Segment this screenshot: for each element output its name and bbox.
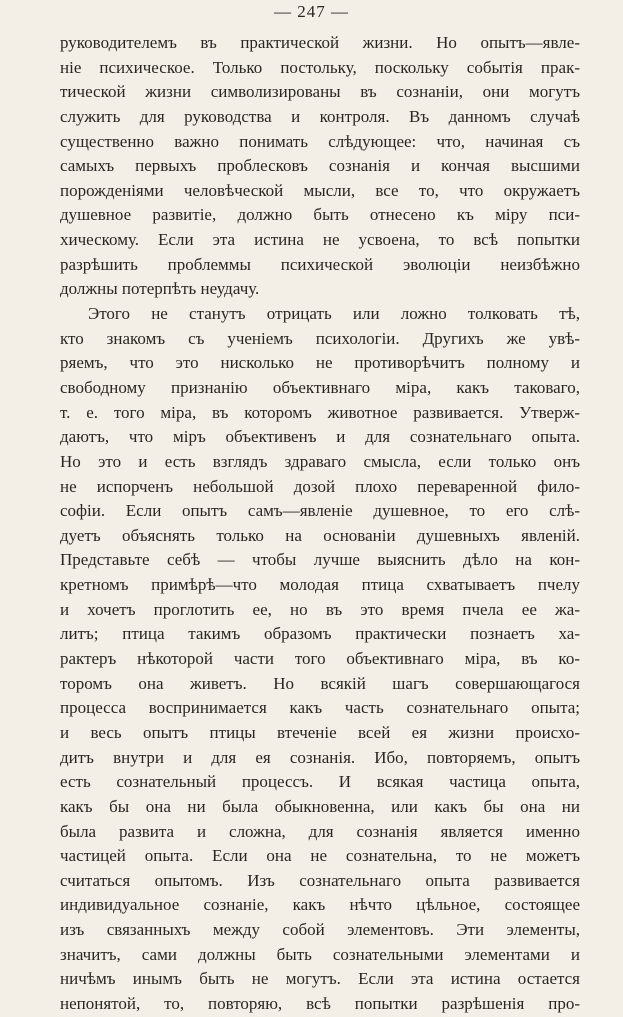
body-text [60,31,580,1017]
text-line: служить для руководства и контроля. Въ данномъ случаѣ [60,106,580,126]
text-line: софіи. Если опытъ самъ—явленіе душевное, то его слѣ- [60,501,580,521]
text-line: существенно важно понимать слѣдующее: что, начиная съ [60,131,580,151]
text-line: порожденіями человѣческой мысли, все то, что окружаетъ [60,180,580,200]
text-line: хическому. Если эта истина не усвоена, то всѣ попытки [60,230,580,250]
text-line: дуетъ объяснять только на основаніи душевныхъ явленій. [60,525,580,545]
text-line: процесса воспринимается какъ часть сознательнаго опыта; [60,698,580,718]
text-line: была развита и сложна, для сознанія является именно [60,821,580,841]
text-line: индивидуальное сознаніе, какъ нѣчто цѣльное, состоящее [60,895,580,915]
text-line: и хочетъ проглотить ее, но въ это время пчела ее жа- [60,599,580,619]
text-line: руководителемъ въ практической жизни. Но опытъ—явле- [60,33,580,52]
text-line: изъ связанныхъ между собой элементовъ. Эти элементы, [60,920,580,940]
text-line: кто знакомъ съ ученіемъ психологіи. Другихъ же увѣ- [60,328,580,348]
text-line: значитъ, сами должны быть сознательными элементами и [60,944,580,964]
text-line: разрѣшить проблеммы психической эволюціи неизбѣжно [60,254,580,274]
text-line: Этого не станутъ отрицать или ложно толковать тѣ, [88,304,580,324]
text-line: не испорченъ небольшой дозой плохо переваренной фило- [60,476,580,496]
text-line: тической жизни символизированы въ сознаніи, они могутъ [60,82,580,102]
text-line: Представьте себѣ — чтобы лучше выяснить дѣло на кон- [60,550,580,570]
text-line: и весь опытъ птицы втеченіе всей ея жизни происхо- [60,722,580,742]
text-line: считаться опытомъ. Изъ сознательнаго опыта развивается [60,870,580,890]
text-line: должны потерпѣть неудачу. [60,279,260,299]
text-line: литъ; птица такимъ образомъ практически познаетъ ха- [60,624,580,644]
text-line: ніе психическое. Только постольку, поскольку событія прак- [60,57,580,77]
text-line: душевное развитіе, должно быть отнесено къ міру пси- [60,205,580,225]
page-number: — 247 — [274,2,349,21]
text-line: какъ бы она ни была обыкновенна, или какъ бы она ни [60,796,580,816]
text-line: ряемъ, что это нисколько не противорѣчитъ полному и [60,353,580,373]
text-line: непонятой, то, повторяю, всѣ попытки разрѣшенія про- [60,993,580,1013]
text-line: рактеръ нѣкоторой части того объективнаго міра, въ ко- [60,649,580,669]
text-line: кретномъ примѣрѣ—что молодая птица схватываетъ пчелу [60,575,580,595]
text-line: даютъ, что міръ объективенъ и для сознательнаго опыта. [60,427,580,447]
text-line: Но это и есть взглядъ здраваго смысла, если только онъ [60,451,580,471]
text-line: частицей опыта. Если она не сознательна, то не можетъ [60,846,580,866]
text-line: т. е. того міра, въ которомъ животное развивается. Утверж- [60,402,580,422]
text-line: дитъ внутри и для ея сознанія. Ибо, повторяемъ, опытъ [60,747,580,767]
text-line: есть сознательный процессъ. И всякая частица опыта, [60,772,580,792]
text-line: свободному признанію объективнаго міра, какъ таковаго, [60,377,580,397]
text-line: торомъ она живетъ. Но всякій шагъ совершающагося [60,673,580,693]
text-line: самыхъ первыхъ проблесковъ сознанія и кончая высшими [60,156,580,176]
text-line: ничѣмъ инымъ быть не могутъ. Если эта истина остается [60,969,580,989]
